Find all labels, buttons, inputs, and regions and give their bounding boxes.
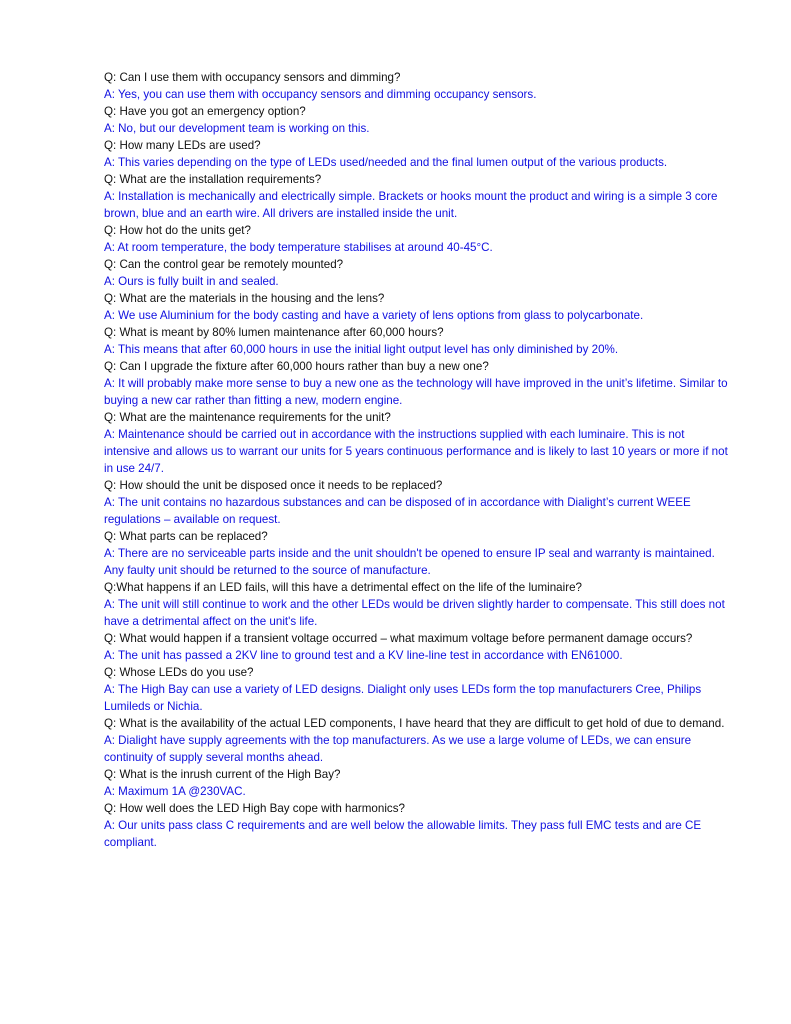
question-7: Q: What are the materials in the housing and the lens? (104, 292, 385, 305)
answer-5: A: At room temperature, the body temperature stabilises at around 40-45°C. (104, 241, 493, 254)
faq-document (104, 69, 730, 851)
question-17: Q: What is the inrush current of the High Bay? (104, 768, 341, 781)
question-14: Q: What would happen if a transient voltage occurred – what maximum voltage before permanent damage occurs? (104, 632, 693, 645)
answer-6: A: Ours is fully built in and sealed. (104, 275, 279, 288)
answer-15: A: The High Bay can use a variety of LED designs. Dialight only uses LEDs form the top manufacturers Cree, Philips Lumileds or Nichia. (104, 683, 702, 713)
answer-12: A: There are no serviceable parts inside and the unit shouldn't be opened to ensure IP seal and warranty is maintained. Any faulty unit should be returned to the source of manufacture. (104, 547, 715, 577)
question-4: Q: What are the installation requirements? (104, 173, 322, 186)
question-2: Q: Have you got an emergency option? (104, 105, 306, 118)
question-18: Q: How well does the LED High Bay cope with harmonics? (104, 802, 405, 815)
question-1: Q: Can I use them with occupancy sensors and dimming? (104, 71, 401, 84)
answer-13: A: The unit will still continue to work and the other LEDs would be driven slightly harder to compensate. This still does not have a detrimental affect on the unit's life. (104, 598, 725, 628)
answer-18: A: Our units pass class C requirements and are well below the allowable limits. They pass full EMC tests and are CE compliant. (104, 819, 702, 849)
answer-2: A: No, but our development team is working on this. (104, 122, 370, 135)
answer-17: A: Maximum 1A @230VAC. (104, 785, 246, 798)
question-5: Q: How hot do the units get? (104, 224, 251, 237)
answer-1: A: Yes, you can use them with occupancy sensors and dimming occupancy sensors. (104, 88, 537, 101)
question-8: Q: What is meant by 80% lumen maintenance after 60,000 hours? (104, 326, 444, 339)
answer-10: A: Maintenance should be carried out in accordance with the instructions supplied with each luminaire. This is not intensive and allows us to warrant our units for 5 years continuous performance and is likely to last 10 years or more if not in use 24/7. (104, 428, 728, 475)
answer-4: A: Installation is mechanically and electrically simple. Brackets or hooks mount the product and wiring is a simple 3 core brown, blue and an earth wire. All drivers are installed inside the unit. (104, 190, 718, 220)
question-3: Q: How many LEDs are used? (104, 139, 261, 152)
question-11: Q: How should the unit be disposed once it needs to be replaced? (104, 479, 443, 492)
question-13: Q:What happens if an LED fails, will this have a detrimental effect on the life of the luminaire? (104, 581, 582, 594)
answer-8: A: This means that after 60,000 hours in use the initial light output level has only diminished by 20%. (104, 343, 619, 356)
question-12: Q: What parts can be replaced? (104, 530, 268, 543)
answer-9: A: It will probably make more sense to buy a new one as the technology will have improved in the unit’s lifetime. Similar to buying a new car rather than fitting a new, modern engine. (104, 377, 728, 407)
question-9: Q: Can I upgrade the fixture after 60,000 hours rather than buy a new one? (104, 360, 489, 373)
answer-16: A: Dialight have supply agreements with the top manufacturers. As we use a large volume of LEDs, we can ensure continuity of supply several months ahead. (104, 734, 692, 764)
question-15: Q: Whose LEDs do you use? (104, 666, 254, 679)
answer-7: A: We use Aluminium for the body casting and have a variety of lens options from glass to polycarbonate. (104, 309, 644, 322)
question-6: Q: Can the control gear be remotely mounted? (104, 258, 344, 271)
answer-14: A: The unit has passed a 2KV line to ground test and a KV line-line test in accordance with EN61000. (104, 649, 623, 662)
answer-11: A: The unit contains no hazardous substances and can be disposed of in accordance with Dialight’s current WEEE regulations – available on request. (104, 496, 691, 526)
answer-3: A: This varies depending on the type of LEDs used/needed and the final lumen output of the various products. (104, 156, 668, 169)
question-16: Q: What is the availability of the actual LED components, I have heard that they are difficult to get hold of due to demand. (104, 717, 725, 730)
question-10: Q: What are the maintenance requirements for the unit? (104, 411, 391, 424)
